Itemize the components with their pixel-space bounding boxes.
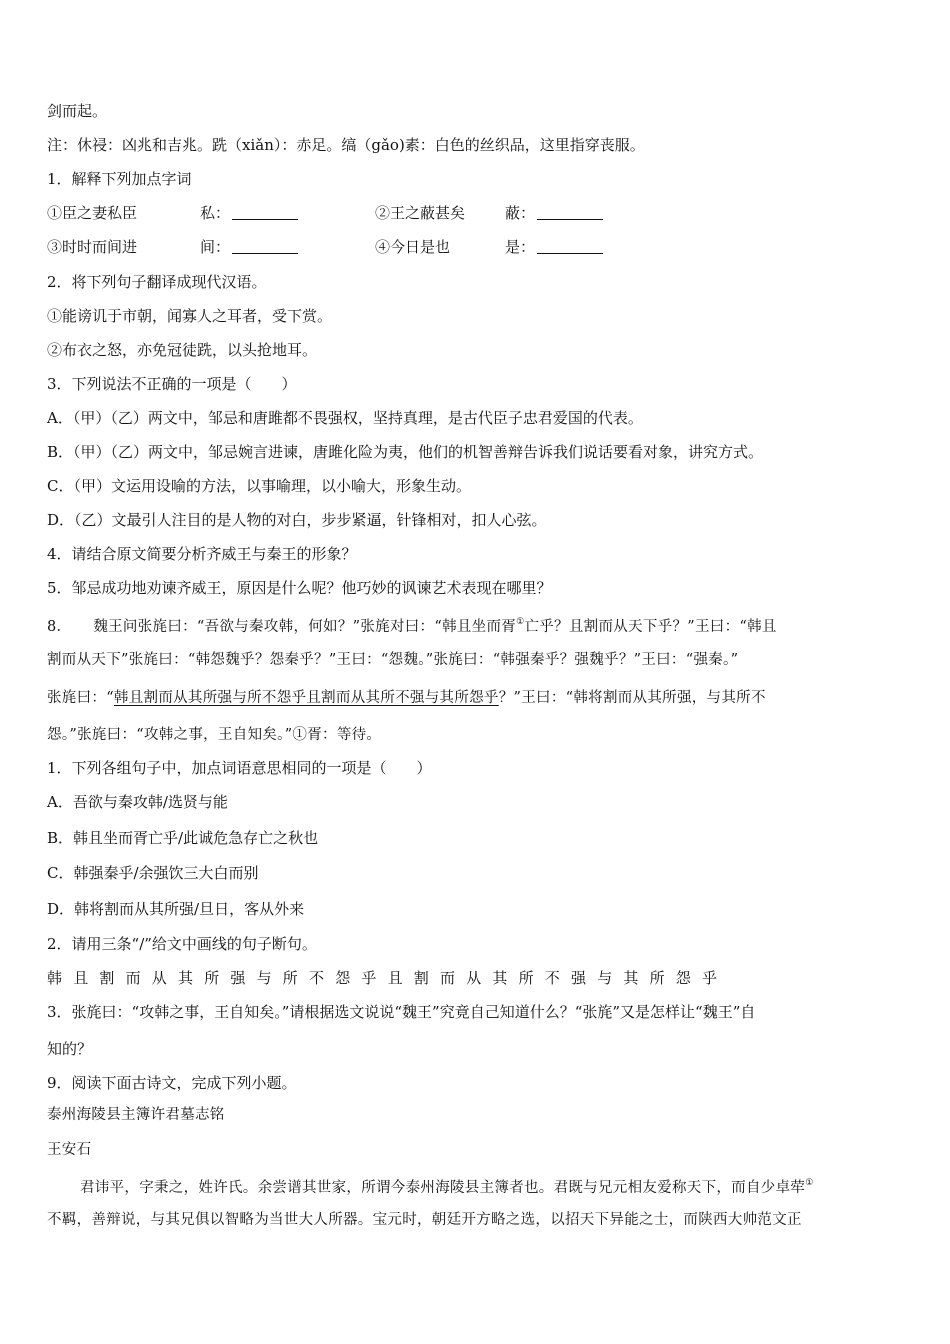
question-2-heading: 2．将下列句子翻译成现代汉语。 bbox=[47, 273, 267, 291]
question-8-passage-line: 怨。”张旄曰：“攻韩之事，王自知矣。”①胥：等待。 bbox=[47, 727, 382, 743]
answer-blank bbox=[232, 239, 298, 254]
vocab-blank: 私： bbox=[200, 203, 298, 223]
sub-option-b: B．韩且坐而胥亡乎/此诚危急存亡之秋也 bbox=[47, 829, 319, 847]
translation-item: ①能谤讥于市朝，闻寡人之耳者，受下赏。 bbox=[47, 307, 333, 325]
sentence-to-punctuate: 韩且割而从其所强与所不怨乎且割而从其所不强与其所怨乎 bbox=[47, 969, 729, 987]
passage-paragraph: 不羁，善辩说，与其兄俱以智略为当世大人所器。宝元时，朝廷开方略之选，以招天下异能之士，而陕西大帅范文正 bbox=[47, 1212, 802, 1228]
option-b: B．（甲）（乙）两文中，邹忌婉言进谏，唐雎化险为夷，他们的机智善辩告诉我们说话要看对象，讲究方式。 bbox=[47, 443, 764, 461]
sub-question-3-cont: 知的？ bbox=[47, 1040, 93, 1058]
question-8-passage-line: 张旄曰：“韩且割而从其所强与所不怨乎且割而从其所不强与其所怨乎？”王曰：“韩将割而从其所强，与其所不 bbox=[47, 690, 766, 706]
vocab-phrase: ④今日是也 bbox=[375, 238, 451, 256]
vocab-phrase: ②王之蔽甚矣 bbox=[375, 204, 466, 222]
option-d: D．（乙）文最引人注目的是人物的对白，步步紧逼，针锋相对，扣人心弦。 bbox=[47, 511, 547, 529]
option-c: C．（甲）文运用设喻的方法，以事喻理，以小喻大，形象生动。 bbox=[47, 477, 471, 495]
passage-author: 王安石 bbox=[47, 1142, 92, 1158]
passage-ending: 剑而起。 bbox=[47, 102, 108, 120]
annotation-note: 注：休祲：凶兆和吉兆。跣（xiǎn）：赤足。缟（gǎo)素：白色的丝织品，这里指穿丧服。 bbox=[47, 136, 645, 154]
vocab-phrase: ①臣之妻私臣 bbox=[47, 204, 138, 222]
question-8-passage-line: 割而从天下”张旄曰：“韩怨魏乎？怨秦乎？”王曰：“怨魏。”张旄曰：“韩强秦乎？强魏乎？”王曰：“强秦。” bbox=[47, 652, 739, 668]
footnote-marker: ① bbox=[516, 617, 525, 627]
translation-item: ②布衣之怒，亦免冠徒跣，以头抢地耳。 bbox=[47, 341, 318, 359]
question-8-passage-line: 8． 魏王问张旄曰：“吾欲与秦攻韩，何如？”张旄对曰：“韩且坐而胥①亡乎？且割而从天下乎？”王曰：“韩且 bbox=[47, 617, 777, 635]
footnote-marker: ① bbox=[805, 1178, 814, 1188]
passage-paragraph: 君讳平，字秉之，姓许氏。余尝谱其世家，所谓今泰州海陵县主簿者也。君既与兄元相友爱称天下，而自少卓荦① bbox=[80, 1178, 814, 1196]
answer-blank bbox=[537, 239, 603, 254]
sub-option-c: C．韩强秦乎/余强饮三大白而别 bbox=[47, 864, 259, 882]
vocab-blank: 蔽： bbox=[505, 203, 603, 223]
question-4: 4．请结合原文简要分析齐威王与秦王的形象？ bbox=[47, 545, 357, 563]
sub-option-d: D．韩将割而从其所强/旦日，客从外来 bbox=[47, 900, 305, 918]
sub-question-3: 3．张旄曰：“攻韩之事，王自知矣。”请根据选文说说“魏王”究竟自己知道什么？“张旄”又是怎样让“魏王”自 bbox=[47, 1003, 756, 1021]
vocab-blank: 是： bbox=[505, 237, 603, 257]
option-a: A．（甲）（乙）两文中，邹忌和唐雎都不畏强权，坚持真理，是古代臣子忠君爱国的代表。 bbox=[47, 409, 643, 427]
question-1-heading: 1．解释下列加点字词 bbox=[47, 170, 192, 188]
question-9-heading: 9．阅读下面古诗文，完成下列小题。 bbox=[47, 1074, 297, 1092]
question-5: 5．邹忌成功地劝谏齐威王，原因是什么呢？他巧妙的讽谏艺术表现在哪里？ bbox=[47, 579, 552, 597]
answer-blank bbox=[537, 205, 603, 220]
vocab-phrase: ③时时而间进 bbox=[47, 238, 138, 256]
question-number: 8． bbox=[47, 619, 72, 635]
sub-question-2: 2．请用三条“/”给文中画线的句子断句。 bbox=[47, 935, 317, 953]
vocab-blank: 间： bbox=[200, 237, 298, 257]
sub-option-a: A．吾欲与秦攻韩/选贤与能 bbox=[47, 793, 228, 811]
answer-blank bbox=[232, 205, 298, 220]
sub-question-1: 1．下列各组句子中，加点词语意思相同的一项是（ ） bbox=[47, 759, 432, 777]
question-3-heading: 3．下列说法不正确的一项是（ ） bbox=[47, 375, 297, 393]
underlined-sentence: 韩且割而从其所强与所不怨乎且割而从其所不强与其所怨乎 bbox=[113, 690, 499, 706]
passage-title: 泰州海陵县主簿许君墓志铭 bbox=[47, 1107, 225, 1123]
